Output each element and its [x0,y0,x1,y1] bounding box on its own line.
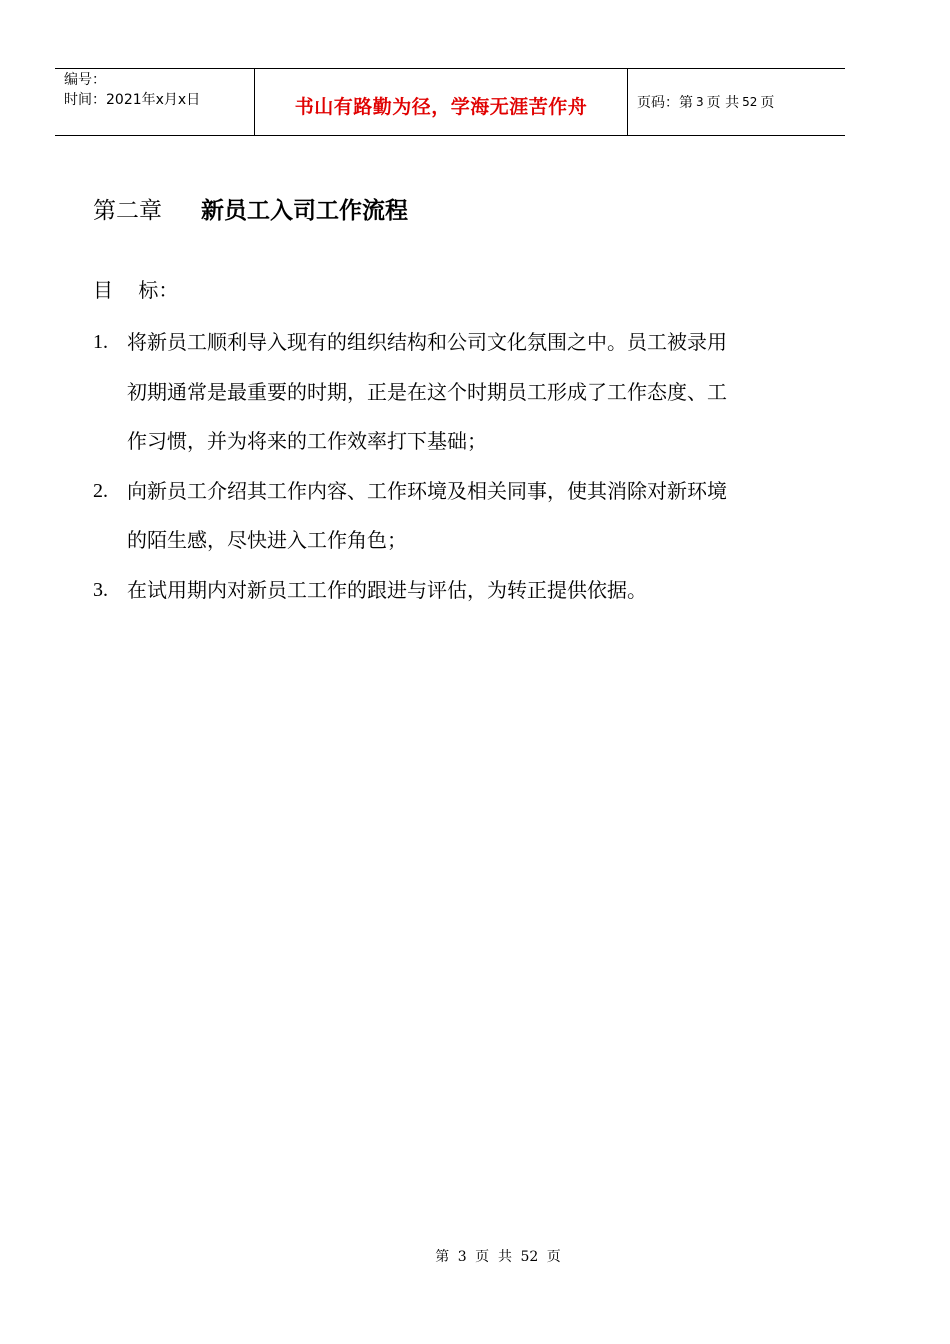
chapter-title: 新员工入司工作流程 [201,198,408,224]
footer-middle: 页 共 [475,1249,512,1265]
goal-text-line: 在试用期内对新员工工作的跟进与评估，为转正提供依据。 [127,577,647,602]
header-page-prefix: 页码：第 [637,95,693,111]
goal-number: 1. [93,331,108,353]
footer-prefix: 第 [435,1249,450,1265]
section-heading: 目 标： [93,278,179,302]
document-number-label: 编号： [64,72,106,88]
header-page-middle: 页 共 [706,95,740,111]
footer-suffix: 页 [546,1249,561,1265]
page-header [55,68,845,136]
header-page-suffix: 页 [760,95,775,111]
header-motto-cell [255,69,628,135]
goal-item [93,566,813,616]
chapter-heading [93,192,408,225]
header-page-cell [628,69,845,135]
goal-text-line: 作习惯，并为将来的工作效率打下基础； [127,429,487,453]
footer-page-total: 52 [520,1249,539,1265]
goal-item [93,318,813,467]
goal-text-line: 的陌生感，尽快进入工作角色； [127,528,407,552]
page-footer [0,1246,950,1266]
header-meta-cell [55,69,255,135]
header-page-current: 3 [696,95,704,109]
chapter-number: 第二章 [93,198,162,224]
goal-text-line: 将新员工顺利导入现有的组织结构和公司文化氛围之中。员工被录用 [127,330,727,354]
header-motto: 书山有路勤为径，学海无涯苦作舟 [294,95,588,118]
goal-number: 3. [93,578,108,601]
goal-item [93,467,813,566]
goal-list [93,318,813,615]
goal-text-line: 向新员工介绍其工作内容、工作环境及相关同事，使其消除对新环境 [127,478,727,503]
document-time-label: 时间：2021年x月x日 [64,92,201,108]
goal-number: 2. [93,479,108,502]
goal-text-line: 初期通常是最重要的时期，正是在这个时期员工形成了工作态度、工 [127,379,727,404]
header-page-total: 52 [742,95,758,109]
footer-page-current: 3 [457,1249,467,1265]
